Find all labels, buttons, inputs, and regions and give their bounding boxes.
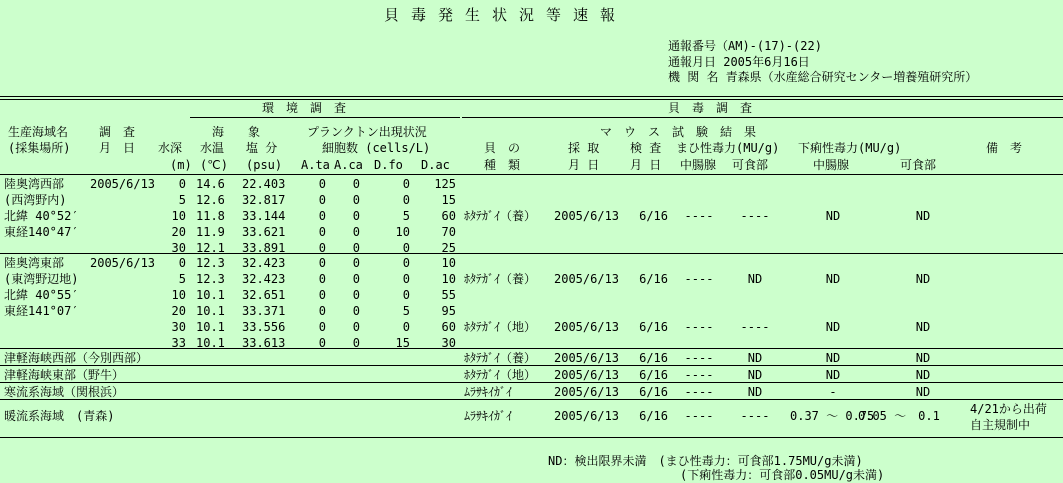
cell-dac: 60 [441,209,456,223]
cell-temp: 12.1 [196,241,225,255]
cell-sal: 33.613 [242,336,286,350]
table-bottom-rule [0,437,1063,438]
cell-ata: 0 [318,193,326,207]
cell-dm: - [829,385,837,399]
cell-dfo: 0 [402,288,410,302]
sea-condition-header: 海 象 [212,125,261,139]
cell-pm: ---- [684,209,714,223]
cell-depth: 0 [178,256,186,270]
cell-temp: 12.6 [196,193,225,207]
cell-temp: 11.8 [196,209,225,223]
cell-aca: 0 [352,209,360,223]
nd-note: ND：検出限界未満 (まひ性毒力：可食部1.75MU/g未満) [548,454,863,468]
cell-aca: 0 [352,272,360,286]
cell-dac: 10 [441,256,456,270]
cell-sal: 32.423 [242,272,286,286]
group-rule-3 [0,365,1063,366]
shellfish-survey-header: 貝 毒 調 査 [668,101,753,115]
cell-sdate: 2005/6/13 [554,272,620,286]
mouse-test-header: マ ウ ス 試 験 結 果 [600,125,757,139]
shell-header: 貝 の [484,141,521,155]
cell-pe: ---- [740,409,770,423]
cell-de: ND [915,209,931,223]
cell-shell: ﾑﾗｻｷｲｶﾞｲ [464,385,513,399]
cell-name: 津軽海峡西部（今別西部） [4,351,149,365]
cell-dfo: 0 [402,272,410,286]
cell-dm: ND [825,272,841,286]
aca-header: A.ca [334,158,363,172]
cell-tdate: 6/16 [639,209,668,223]
remarks-remark2: 自主規制中 [970,418,1031,432]
psp-edible-header: 可食部 [732,158,769,172]
cell-dm: ND [825,368,841,382]
cell-aca: 0 [352,288,360,302]
cell-name: 東経140°47′ [4,225,79,239]
report-date: 通報月日 2005年6月16日 [668,55,810,69]
cell-sal: 32.423 [242,256,286,270]
cell-tdate: 6/16 [639,409,668,423]
cell-name: 津軽海峡東部（野牛） [4,368,125,382]
cell-name: 陸奥湾西部 [4,177,65,191]
psp-mid-header: 中腸腺 [680,158,717,172]
survey-header: 調 査 [99,125,136,139]
cell-dfo: 0 [402,241,410,255]
report-number: 通報番号（AM)-(17)-(22) [668,39,822,53]
cell-ata: 0 [318,336,326,350]
cell-shell: ﾎﾀﾃｶﾞｲ（養） [464,209,537,223]
cell-sdate: 2005/6/13 [554,320,620,334]
cell-pe: ---- [740,320,770,334]
cell-ata: 0 [318,177,326,191]
cell-name: 陸奥湾東部 [4,256,65,270]
cell-sal: 33.621 [242,225,286,239]
cell-aca: 0 [352,225,360,239]
cell-dac: 60 [441,320,456,334]
water-temp-header: 水温 [200,141,225,155]
cell-dfo: 5 [402,304,410,318]
cell-shell: ﾎﾀﾃｶﾞｲ（養） [464,272,537,286]
cell-name: 東経141°07′ [4,304,79,318]
cell-pe: ND [747,272,763,286]
cell-ata: 0 [318,320,326,334]
cell-shell: ﾑﾗｻｷｲｶﾞｲ [464,409,513,423]
cell-dfo: 0 [402,320,410,334]
cell-sal: 33.371 [242,304,286,318]
cell-temp: 10.1 [196,288,225,302]
cell-aca: 0 [352,241,360,255]
cell-depth: 20 [171,225,186,239]
area-place-header: (採集場所) [8,141,71,155]
dsp-header: 下痢性毒力(MU/g) [798,141,902,155]
cell-dac: 125 [434,177,456,191]
env-survey-header: 環 境 調 査 [262,101,347,115]
header-bottom-rule [0,174,1063,175]
sampling-date-header: 月 日 [568,158,600,172]
cells-header: 細胞数 (cells/L) [322,141,431,155]
ata-header: A.ta [301,158,330,172]
cell-de: ND [915,351,931,365]
area-name-header: 生産海域名 [8,125,69,139]
dac-header: D.ac [421,158,450,172]
cell-dm: ND [825,320,841,334]
cell-sal: 32.817 [242,193,286,207]
cell-dac: 30 [441,336,456,350]
cell-de: ND [915,320,931,334]
cell-dac: 10 [441,272,456,286]
cell-aca: 0 [352,336,360,350]
cell-ata: 0 [318,304,326,318]
cell-ata: 0 [318,272,326,286]
cell-name: (西湾野内) [4,193,67,207]
remarks-remark1: 4/21から出荷 [970,402,1047,416]
cell-pe: ND [747,385,763,399]
page-title: 貝毒発生状況等速報 [384,6,628,24]
cell-shell: ﾎﾀﾃｶﾞｲ（地） [464,368,537,382]
cell-temp: 10.1 [196,304,225,318]
cell-name: 暖流系海域 (青森) [4,409,115,423]
cell-dac: 95 [441,304,456,318]
cell-tdate: 6/16 [639,272,668,286]
dfo-header: D.fo [374,158,403,172]
depth-unit: (m) [170,158,192,172]
cell-dm: ND [825,351,841,365]
cell-dac: 15 [441,193,456,207]
cell-tdate: 6/16 [639,385,668,399]
cell-ata: 0 [318,241,326,255]
test-date-header: 月 日 [630,158,662,172]
cell-depth: 5 [178,193,186,207]
salinity-unit: (psu) [246,158,283,172]
cell-depth: 33 [171,336,186,350]
cell-dac: 55 [441,288,456,302]
temp-unit: (℃) [200,158,228,172]
cell-dm: 0.37 ～ 0.75 [790,409,875,423]
cell-aca: 0 [352,304,360,318]
cell-dfo: 0 [402,177,410,191]
cell-pm: ---- [684,385,714,399]
cell-sal: 33.891 [242,241,286,255]
cell-dac: 25 [441,241,456,255]
cell-dm: ND [825,209,841,223]
cell-pe: ---- [740,209,770,223]
cell-pm: ---- [684,272,714,286]
cell-temp: 12.3 [196,272,225,286]
cell-pm: ---- [684,409,714,423]
cell-depth: 30 [171,241,186,255]
shellfish-header-rule [462,117,1063,118]
cell-sdate: 2005/6/13 [554,368,620,382]
cell-date: 2005/6/13 [90,256,156,270]
dsp-edible-header: 可食部 [900,158,937,172]
cell-aca: 0 [352,193,360,207]
cell-pe: ND [747,368,763,382]
cell-ata: 0 [318,209,326,223]
cell-temp: 10.1 [196,336,225,350]
cell-depth: 10 [171,209,186,223]
dsp-mid-header: 中腸腺 [813,158,850,172]
env-header-rule [190,117,460,118]
table-top-rule [0,96,1063,100]
cell-sdate: 2005/6/13 [554,209,620,223]
psp-header: まひ性毒力(MU/g) [676,141,780,155]
cell-dfo: 10 [395,225,410,239]
remarks-header: 備 考 [986,141,1023,155]
cell-depth: 0 [178,177,186,191]
cell-dfo: 5 [402,209,410,223]
cell-dfo: 0 [402,193,410,207]
cell-sal: 22.403 [242,177,286,191]
cell-ata: 0 [318,256,326,270]
group-rule-5 [0,399,1063,400]
cell-ata: 0 [318,288,326,302]
cell-de: ND [915,368,931,382]
cell-sdate: 2005/6/13 [554,409,620,423]
cell-name: 北緯 40°55′ [4,288,79,302]
cell-aca: 0 [352,256,360,270]
cell-dfo: 0 [402,256,410,270]
cell-depth: 5 [178,272,186,286]
cell-date: 2005/6/13 [90,177,156,191]
cell-aca: 0 [352,320,360,334]
test-header: 検 査 [630,141,662,155]
cell-shell: ﾎﾀﾃｶﾞｲ（地） [464,320,537,334]
cell-aca: 0 [352,177,360,191]
cell-pm: ---- [684,320,714,334]
cell-depth: 10 [171,288,186,302]
plankton-header: プランクトン出現状況 [307,125,427,139]
cell-shell: ﾎﾀﾃｶﾞｲ（養） [464,351,537,365]
depth-header: 水深 [158,141,183,155]
nd-note-2: (下痢性毒力：可食部0.05MU/g未満) [680,468,885,482]
group-rule-4 [0,382,1063,383]
agency: 機 関 名 青森県（水産総合研究センター増養殖研究所） [668,70,978,84]
cell-de: ND [915,385,931,399]
cell-dac: 70 [441,225,456,239]
cell-pm: ---- [684,368,714,382]
cell-pe: ND [747,351,763,365]
cell-temp: 14.6 [196,177,225,191]
cell-depth: 20 [171,304,186,318]
cell-sal: 33.556 [242,320,286,334]
cell-temp: 11.9 [196,225,225,239]
cell-name: (東湾野辺地) [4,272,79,286]
cell-pm: ---- [684,351,714,365]
cell-sdate: 2005/6/13 [554,385,620,399]
cell-tdate: 6/16 [639,368,668,382]
cell-sal: 33.144 [242,209,286,223]
cell-sdate: 2005/6/13 [554,351,620,365]
shell-type-header: 種 類 [484,158,521,172]
cell-depth: 30 [171,320,186,334]
cell-sal: 32.651 [242,288,286,302]
sampling-header: 採 取 [568,141,600,155]
salinity-header: 塩 分 [246,141,278,155]
cell-name: 北緯 40°52′ [4,209,79,223]
survey-date-header: 月 日 [99,141,136,155]
cell-name: 寒流系海域（関根浜） [4,385,125,399]
cell-tdate: 6/16 [639,320,668,334]
cell-ata: 0 [318,225,326,239]
cell-de: ND [915,272,931,286]
cell-tdate: 6/16 [639,351,668,365]
cell-de: 0.05 ～ 0.1 [858,409,940,423]
cell-dfo: 15 [395,336,410,350]
cell-temp: 10.1 [196,320,225,334]
cell-temp: 12.3 [196,256,225,270]
